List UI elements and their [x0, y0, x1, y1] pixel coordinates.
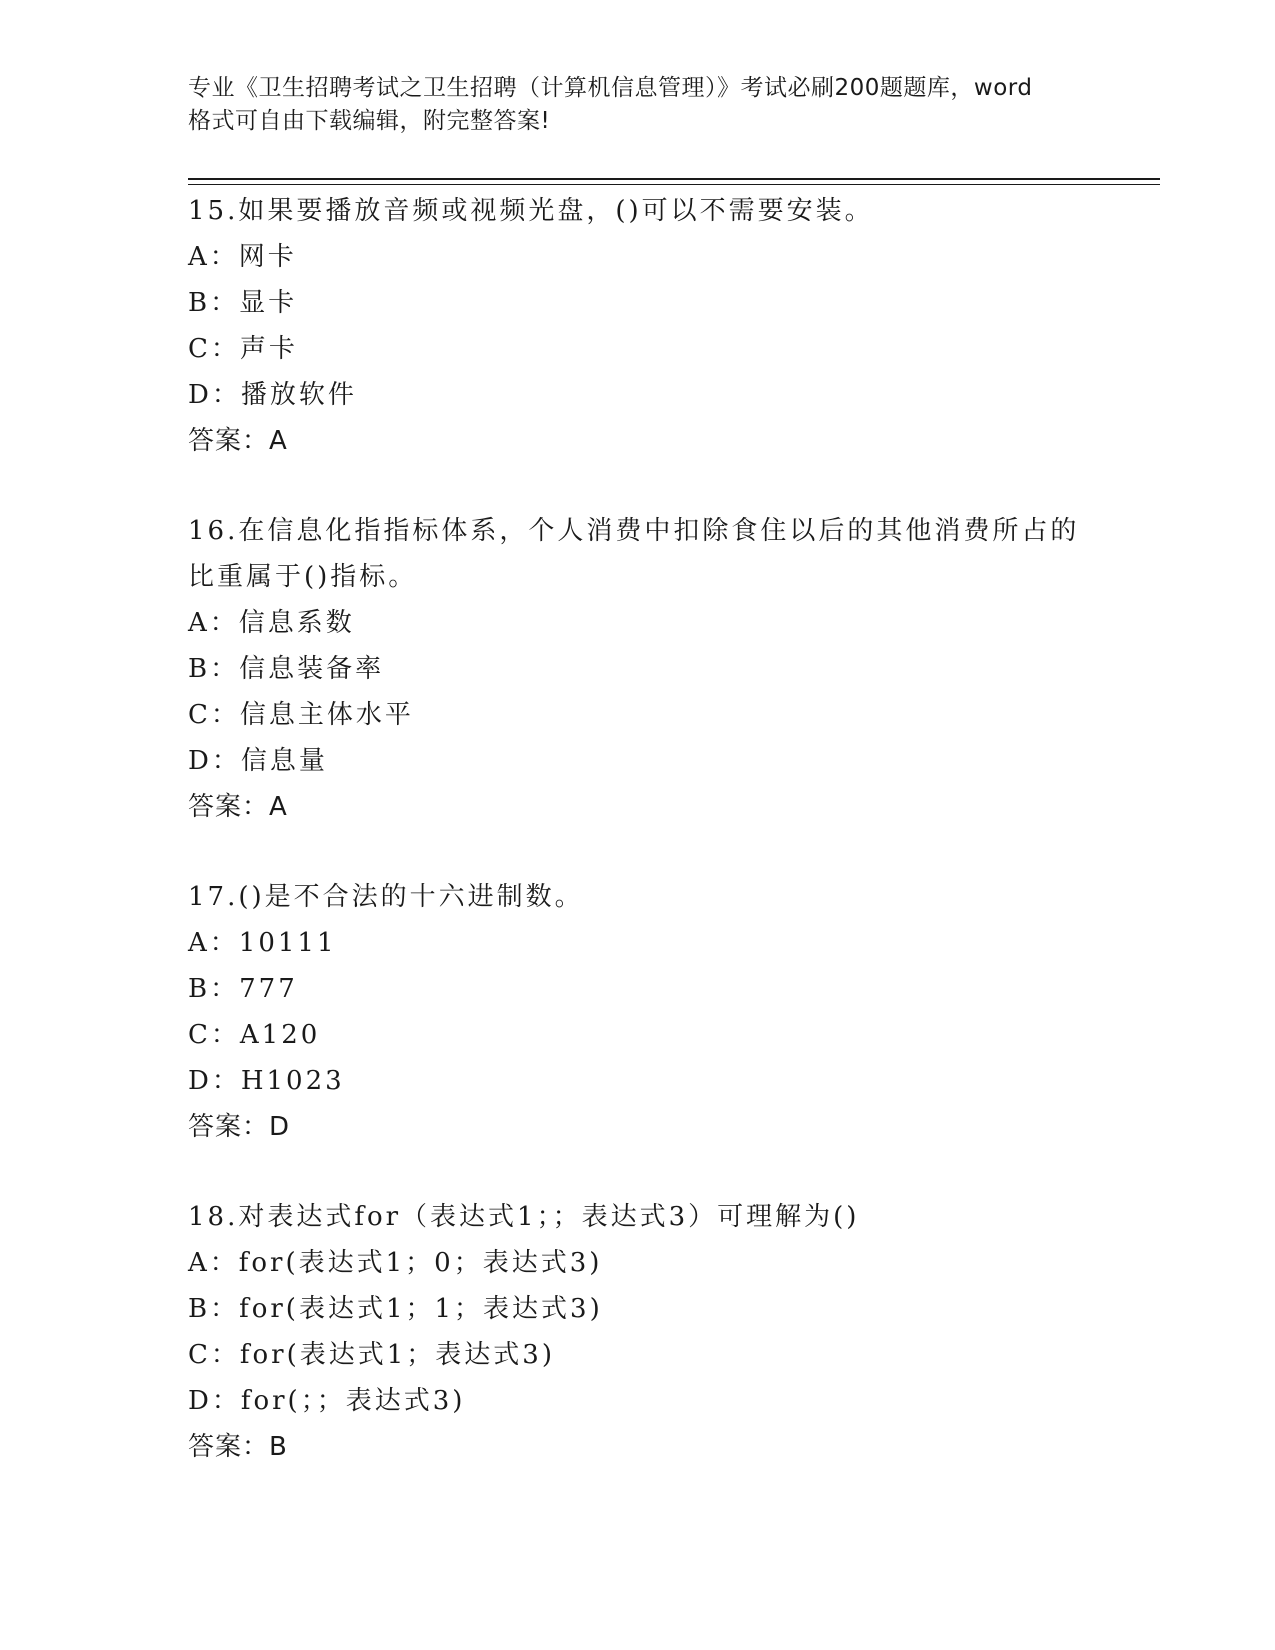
option-c: C：信息主体水平	[188, 700, 414, 730]
question-16	[188, 508, 1088, 830]
option-c: C：A120	[188, 1020, 321, 1050]
option-d: D：播放软件	[188, 380, 357, 410]
document-header	[188, 72, 1108, 138]
option-a: A：for(表达式1；0；表达式3)	[188, 1248, 603, 1278]
answer: 答案：B	[188, 1432, 288, 1462]
question-stem: 18.对表达式for（表达式1；；表达式3）可理解为()	[188, 1202, 860, 1232]
option-d: D：信息量	[188, 746, 328, 776]
question-stem-continued: 比重属于()指标。	[188, 562, 418, 592]
question-18	[188, 1194, 1088, 1470]
answer: 答案：D	[188, 1112, 291, 1142]
answer: 答案：A	[188, 792, 288, 822]
option-b: B：信息装备率	[188, 654, 385, 684]
question-list	[188, 188, 1088, 1514]
question-17	[188, 874, 1088, 1150]
answer: 答案：A	[188, 426, 288, 456]
question-stem: 16.在信息化指指标体系，个人消费中扣除食住以后的其他消费所占的	[188, 516, 1080, 546]
option-d: D：H1023	[188, 1066, 345, 1096]
option-a: A：网卡	[188, 242, 297, 272]
option-c: C：声卡	[188, 334, 298, 364]
option-b: B：for(表达式1；1；表达式3)	[188, 1294, 603, 1324]
option-c: C：for(表达式1；表达式3)	[188, 1340, 555, 1370]
option-d: D：for(；；表达式3)	[188, 1386, 466, 1416]
header-line-1: 专业《卫生招聘考试之卫生招聘（计算机信息管理）》考试必刷200题题库，word	[188, 75, 1033, 101]
option-b: B：显卡	[188, 288, 298, 318]
header-divider-bottom	[188, 184, 1160, 185]
question-15	[188, 188, 1088, 464]
option-b: B：777	[188, 974, 298, 1004]
option-a: A：10111	[188, 928, 337, 958]
header-line-2: 格式可自由下载编辑，附完整答案!	[188, 108, 551, 134]
option-a: A：信息系数	[188, 608, 355, 638]
header-divider-top	[188, 178, 1160, 180]
question-stem: 15.如果要播放音频或视频光盘，()可以不需要安装。	[188, 196, 874, 226]
question-stem: 17.()是不合法的十六进制数。	[188, 882, 584, 912]
